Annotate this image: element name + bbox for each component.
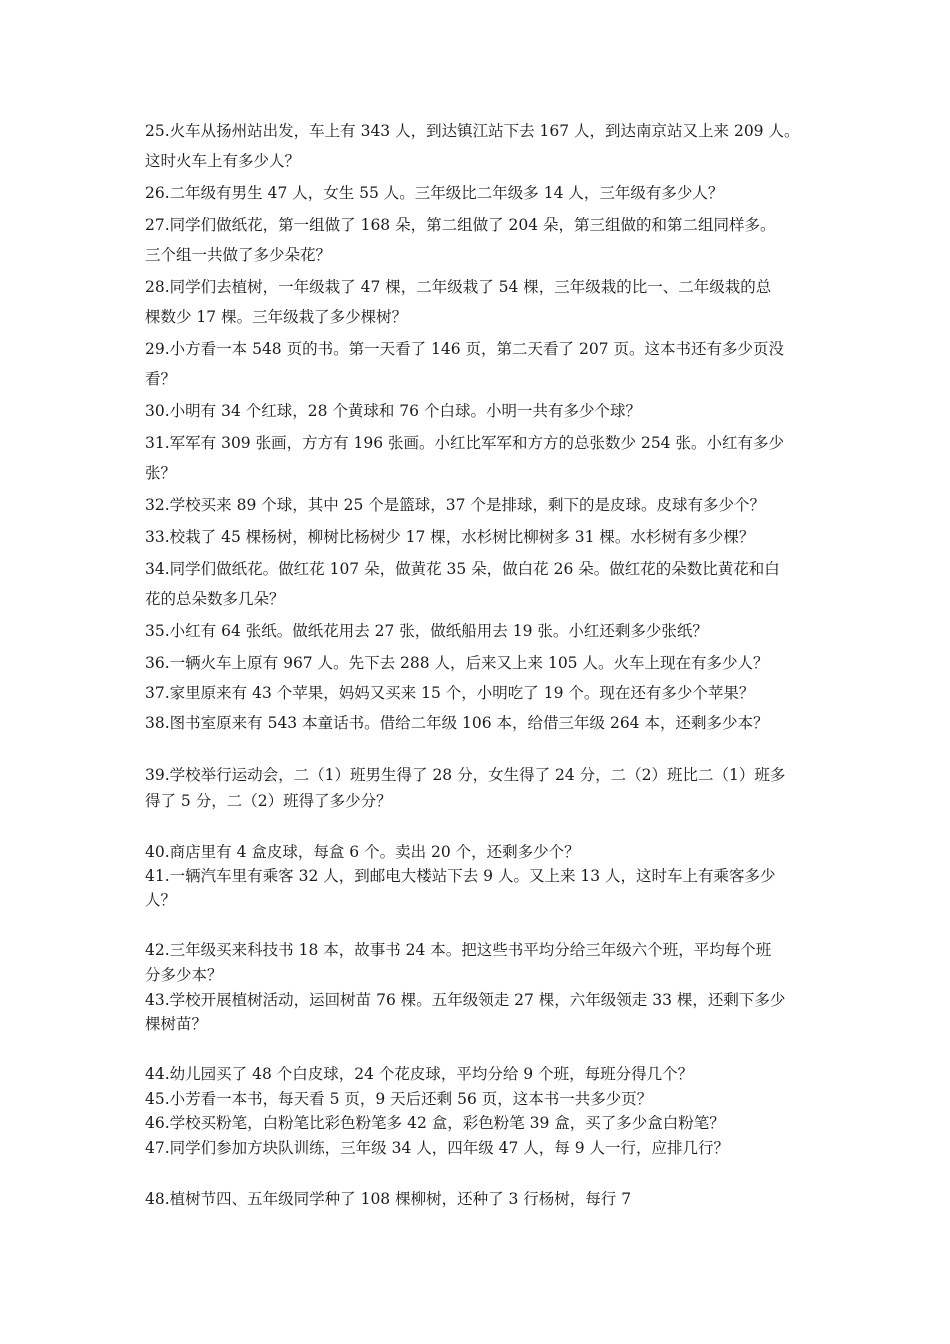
problem-38: 38.图书室原来有 543 本童话书。借给二年级 106 本，给借三年级 264 本，还剩多少本？ xyxy=(145,714,769,732)
problem-34-line-1: 34.同学们做纸花。做红花 107 朵，做黄花 35 朵，做白花 26 朵。做红花的朵数比黄花和白 xyxy=(145,560,780,578)
problem-28-line-1: 28.同学们去植树，一年级栽了 47 棵，二年级栽了 54 棵，三年级栽的比一、二年级栽的总 xyxy=(145,278,772,296)
problem-37: 37.家里原来有 43 个苹果，妈妈又买来 15 个，小明吃了 19 个。现在还有多少个苹果？ xyxy=(145,684,755,702)
problem-47: 47.同学们参加方块队训练，三年级 34 人，四年级 47 人，每 9 人一行，应排几行？ xyxy=(145,1139,730,1157)
problem-40: 40.商店里有 4 盒皮球，每盒 6 个。卖出 20 个，还剩多少个？ xyxy=(145,843,580,861)
problem-46: 46.学校买粉笔，白粉笔比彩色粉笔多 42 盒，彩色粉笔 39 盒，买了多少盒白粉笔？ xyxy=(145,1114,725,1132)
problem-29-line-2: 看？ xyxy=(145,370,177,388)
problem-25-line-1: 25.火车从扬州站出发，车上有 343 人，到达镇江站下去 167 人，到达南京站又上来 209 人。 xyxy=(145,122,800,140)
problem-43-line-1: 43.学校开展植树活动，运回树苗 76 棵。五年级领走 27 棵，六年级领走 33 棵，还剩下多少 xyxy=(145,991,786,1009)
problem-27-line-1: 27.同学们做纸花，第一组做了 168 朵，第二组做了 204 朵，第三组做的和第二组同样多。 xyxy=(145,216,776,234)
problem-27-line-2: 三个组一共做了多少朵花？ xyxy=(145,246,332,264)
problem-31-line-2: 张？ xyxy=(145,464,177,482)
problem-45: 45.小芳看一本书，每天看 5 页，9 天后还剩 56 页，这本书一共多少页？ xyxy=(145,1090,653,1108)
problem-39-line-1: 39.学校举行运动会，二（1）班男生得了 28 分，女生得了 24 分，二（2）班比二（1）班多 xyxy=(145,766,786,784)
problem-34-line-2: 花的总朵数多几朵？ xyxy=(145,590,285,608)
problem-44: 44.幼儿园买了 48 个白皮球，24 个花皮球，平均分给 9 个班，每班分得几个？ xyxy=(145,1065,694,1083)
problem-33: 33.校栽了 45 棵杨树，柳树比杨树少 17 棵，水杉树比柳树多 31 棵。水杉树有多少棵？ xyxy=(145,528,755,546)
problem-41-line-1: 41.一辆汽车里有乘客 32 人，到邮电大楼站下去 9 人。又上来 13 人，这时车上有乘客多少 xyxy=(145,867,776,885)
problem-39-line-2: 得了 5 分，二（2）班得了多少分？ xyxy=(145,792,392,810)
problem-48: 48.植树节四、五年级同学种了 108 棵柳树，还种了 3 行杨树，每行 7 xyxy=(145,1190,632,1208)
problem-35: 35.小红有 64 张纸。做纸花用去 27 张，做纸船用去 19 张。小红还剩多少张纸？ xyxy=(145,622,708,640)
problem-43-line-2: 棵树苗？ xyxy=(145,1015,208,1033)
problem-36: 36.一辆火车上原有 967 人。先下去 288 人，后来又上来 105 人。火车上现在有多少人？ xyxy=(145,654,769,672)
problem-31-line-1: 31.军军有 309 张画，方方有 196 张画。小红比军军和方方的总张数少 254 张。小红有多少 xyxy=(145,434,784,452)
problem-28-line-2: 棵数少 17 棵。三年级栽了多少棵树？ xyxy=(145,308,408,326)
problem-29-line-1: 29.小方看一本 548 页的书。第一天看了 146 页，第二天看了 207 页。这本书还有多少页没 xyxy=(145,340,784,358)
problem-42-line-1: 42.三年级买来科技书 18 本，故事书 24 本。把这些书平均分给三年级六个班，平均每个班 xyxy=(145,941,772,959)
problem-32: 32.学校买来 89 个球，其中 25 个是篮球，37 个是排球，剩下的是皮球。皮球有多少个？ xyxy=(145,496,765,514)
problem-42-line-2: 分多少本？ xyxy=(145,966,223,984)
problem-30: 30.小明有 34 个红球，28 个黄球和 76 个白球。小明一共有多少个球？ xyxy=(145,402,641,420)
problem-26: 26.二年级有男生 47 人，女生 55 人。三年级比二年级多 14 人，三年级有多少人？ xyxy=(145,184,724,202)
problem-41-line-2: 人？ xyxy=(145,891,177,909)
problem-25-line-2: 这时火车上有多少人？ xyxy=(145,152,301,170)
